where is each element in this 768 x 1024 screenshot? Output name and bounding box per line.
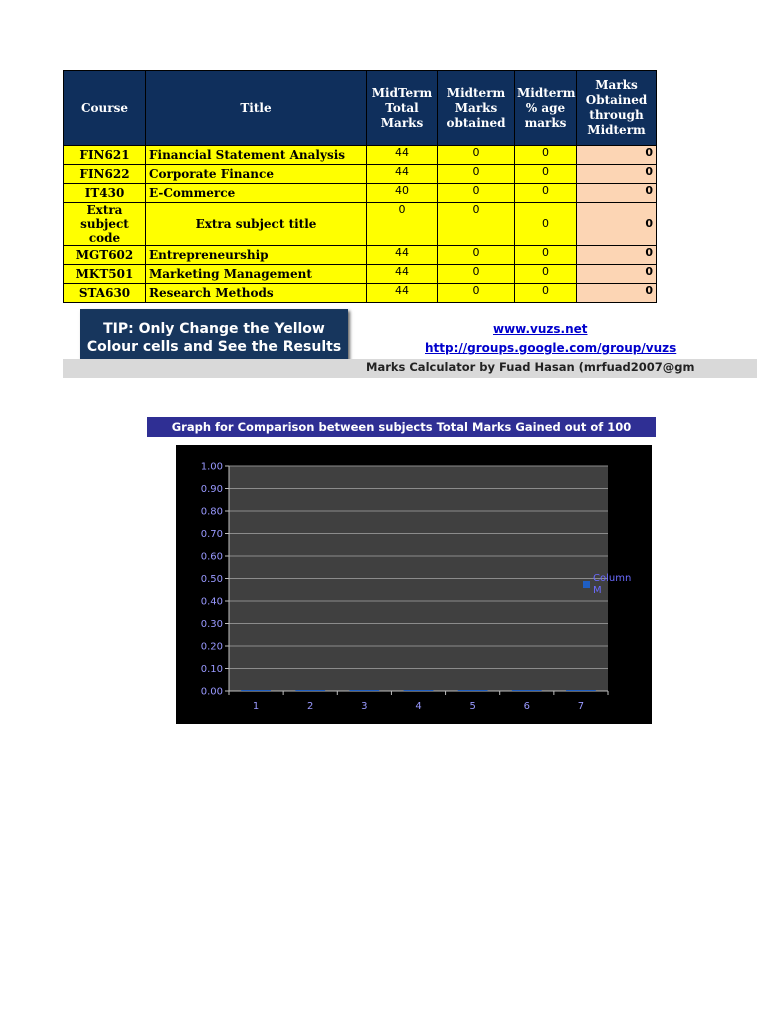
course-title-cell[interactable]: Corporate Finance	[146, 165, 367, 184]
bar	[349, 690, 379, 691]
x-tick-label: 1	[252, 701, 260, 712]
total-marks-cell[interactable]: 44	[367, 265, 438, 284]
course-code-cell[interactable]: MKT501	[64, 265, 146, 284]
bar	[295, 690, 325, 691]
header-title: Title	[146, 71, 367, 146]
tip-line-2: Colour cells and See the Results	[86, 339, 342, 355]
y-tick-label: 0.70	[200, 529, 223, 540]
x-tick-label: 5	[469, 701, 476, 712]
total-marks-cell[interactable]: 44	[367, 246, 438, 265]
percent-marks-cell[interactable]: 0	[515, 146, 577, 165]
total-marks-cell[interactable]: 44	[367, 146, 438, 165]
y-tick-label: 0.00	[200, 686, 223, 698]
course-title-cell[interactable]: E-Commerce	[146, 184, 367, 203]
percent-marks-cell[interactable]: 0	[515, 203, 577, 246]
table-row	[64, 146, 657, 165]
marks-table	[63, 70, 657, 303]
x-tick-label: 6	[523, 701, 530, 712]
course-code-cell[interactable]: MGT602	[64, 246, 146, 265]
table-row	[64, 246, 657, 265]
legend-label: M	[593, 585, 602, 596]
result-cell: 0	[577, 184, 657, 203]
marks-obtained-cell[interactable]: 0	[438, 146, 515, 165]
table-row	[64, 284, 657, 303]
total-marks-cell[interactable]: 44	[367, 165, 438, 184]
course-code-cell[interactable]: FIN621	[64, 146, 146, 165]
x-tick-label: 3	[361, 701, 368, 712]
result-cell: 0	[577, 284, 657, 303]
total-marks-cell[interactable]: 44	[367, 284, 438, 303]
y-tick-label: 0.90	[200, 484, 223, 495]
course-title-cell[interactable]: Entrepreneurship	[146, 246, 367, 265]
result-cell: 0	[577, 165, 657, 184]
course-title-cell[interactable]: Extra subject title	[146, 203, 367, 246]
header-course: Course	[64, 71, 146, 146]
y-tick-label: 0.60	[200, 551, 223, 563]
marks-obtained-cell[interactable]: 0	[438, 165, 515, 184]
table-header-row	[64, 71, 657, 146]
header-total-marks: MidTerm Total Marks	[367, 71, 438, 146]
y-tick-label: 0.40	[200, 596, 223, 608]
table-row	[64, 165, 657, 184]
bar	[566, 690, 596, 691]
tip-line-1: TIP: Only Change the Yellow	[103, 321, 325, 337]
result-cell: 0	[577, 203, 657, 246]
course-code-cell[interactable]: IT430	[64, 184, 146, 203]
bar	[241, 690, 271, 691]
legend-label: Column	[593, 573, 632, 584]
bar	[458, 690, 488, 691]
header-marks-obtained: Midterm Marks obtained	[438, 71, 515, 146]
course-title-cell[interactable]: Research Methods	[146, 284, 367, 303]
marks-obtained-cell[interactable]: 0	[438, 203, 515, 246]
chart-svg	[176, 445, 652, 724]
chart-area	[176, 445, 652, 724]
y-tick-label: 0.30	[200, 619, 223, 630]
x-tick-label: 7	[577, 701, 585, 712]
total-marks-cell[interactable]: 0	[367, 203, 438, 246]
y-tick-label: 0.50	[200, 574, 223, 585]
y-tick-label: 1.00	[200, 461, 223, 473]
marks-obtained-cell[interactable]: 0	[438, 184, 515, 203]
percent-marks-cell[interactable]: 0	[515, 246, 577, 265]
header-marks-through-midterm: Marks Obtained through Midterm	[577, 71, 657, 146]
percent-marks-cell[interactable]: 0	[515, 184, 577, 203]
bar	[512, 690, 542, 691]
marks-obtained-cell[interactable]: 0	[438, 246, 515, 265]
course-title-cell[interactable]: Financial Statement Analysis	[146, 146, 367, 165]
credit-text: Marks Calculator by Fuad Hasan (mrfuad2007@gm	[366, 360, 695, 374]
x-tick-label: 4	[415, 701, 422, 712]
percent-marks-cell[interactable]: 0	[515, 284, 577, 303]
y-tick-label: 0.10	[200, 664, 223, 675]
table-row	[64, 184, 657, 203]
y-tick-label: 0.20	[200, 641, 223, 653]
table-row	[64, 203, 657, 246]
table-row	[64, 265, 657, 284]
header-percent-marks: Midterm % age marks	[515, 71, 577, 146]
result-cell: 0	[577, 146, 657, 165]
vuzs-site-link[interactable]: www.vuzs.net	[493, 322, 588, 336]
course-title-cell[interactable]: Marketing Management	[146, 265, 367, 284]
course-code-cell[interactable]: FIN622	[64, 165, 146, 184]
y-tick-label: 0.80	[200, 506, 223, 518]
marks-obtained-cell[interactable]: 0	[438, 265, 515, 284]
legend-swatch	[583, 581, 590, 588]
course-code-cell[interactable]: Extra subject code	[64, 203, 146, 246]
chart-title: Graph for Comparison between subjects Total Marks Gained out of 100	[147, 417, 656, 437]
course-code-cell[interactable]: STA630	[64, 284, 146, 303]
bar	[404, 690, 434, 691]
percent-marks-cell[interactable]: 0	[515, 265, 577, 284]
marks-obtained-cell[interactable]: 0	[438, 284, 515, 303]
google-group-link[interactable]: http://groups.google.com/group/vuzs	[425, 341, 677, 355]
x-tick-label: 2	[307, 701, 314, 712]
result-cell: 0	[577, 246, 657, 265]
result-cell: 0	[577, 265, 657, 284]
percent-marks-cell[interactable]: 0	[515, 165, 577, 184]
total-marks-cell[interactable]: 40	[367, 184, 438, 203]
